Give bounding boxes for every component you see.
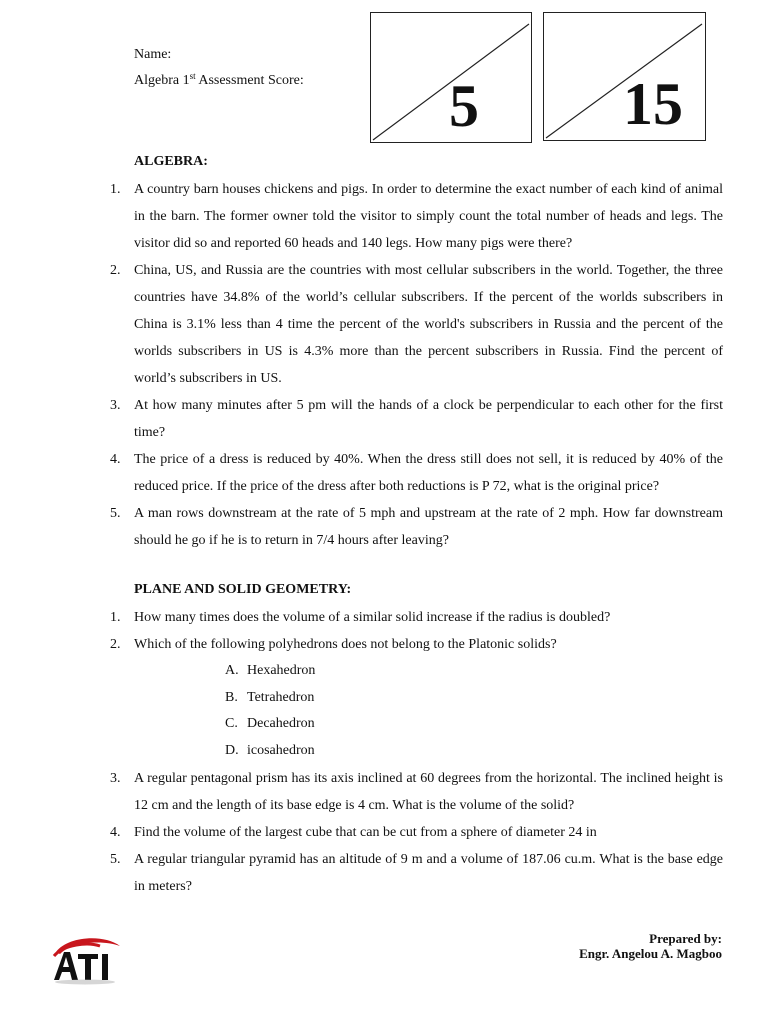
- choice-item: [225, 658, 723, 685]
- question-item: [110, 392, 723, 446]
- choice-text: icosahedron: [247, 743, 315, 759]
- question-text: China, US, and Russia are the countries with most cellular subscribers in the world. Together, the three countries have 34.8% of the world’s cellular subscribers. If the percent of the worlds subscribers in China is 3.1% less than 4 time the percent of the world's subscribers in Russia and the percent of the worlds subscribers in US is 4.3% more than the percent subscribers in Russia. Find the percent of world’s subscribers in US.: [134, 263, 723, 386]
- question-item: [110, 257, 723, 392]
- question-text: How many times does the volume of a similar solid increase if the radius is doubled?: [134, 610, 611, 625]
- question-number: 2.: [110, 637, 121, 652]
- prepared-by-block: [579, 931, 722, 961]
- ati-logo-icon: [48, 932, 122, 986]
- author-name: Engr. Angelou A. Magboo: [579, 946, 722, 961]
- choice-letter: B.: [225, 689, 238, 705]
- name-label: Name:: [134, 47, 172, 62]
- question-text: Find the volume of the largest cube that can be cut from a sphere of diameter 24 in: [134, 824, 597, 840]
- question-number: 1.: [110, 610, 121, 625]
- score-obtained: 5: [449, 73, 479, 139]
- question-item: [110, 176, 723, 257]
- question-text: Which of the following polyhedrons does not belong to the Platonic solids?: [134, 637, 557, 652]
- question-text: A country barn houses chickens and pigs. In order to determine the exact number of each kind of animal in the barn. The former owner told the visitor to simply count the total number of heads and legs. The visitor did so and reported 60 heads and 140 legs. How many pigs were there?: [134, 182, 723, 251]
- question-item: [110, 765, 723, 819]
- choice-letter: A.: [225, 663, 239, 678]
- score-label: Algebra 1st Assessment Score:: [134, 71, 304, 88]
- section-title-geometry: PLANE AND SOLID GEOMETRY:: [134, 582, 352, 597]
- choice-item: [225, 738, 723, 765]
- choice-item: [225, 711, 723, 738]
- choice-item: [225, 685, 723, 712]
- question-item: [110, 446, 723, 500]
- choice-letter: D.: [225, 743, 239, 759]
- algebra-question-list: [110, 176, 723, 554]
- choice-text: Tetrahedron: [247, 689, 315, 705]
- score-box-total: [543, 12, 706, 141]
- question-item: [110, 819, 723, 846]
- question-number: 5.: [110, 506, 121, 521]
- choice-list: [225, 658, 723, 765]
- choice-text: Decahedron: [247, 716, 315, 732]
- score-box-obtained: [370, 12, 532, 143]
- prepared-by-label: Prepared by:: [649, 931, 722, 946]
- question-text: A man rows downstream at the rate of 5 mph and upstream at the rate of 2 mph. How far downstream should he go if he is to return in 7/4 hours after leaving?: [134, 506, 723, 548]
- question-number: 3.: [110, 398, 121, 413]
- question-item: [110, 500, 723, 554]
- question-item: [110, 604, 723, 631]
- question-number: 4.: [110, 452, 121, 467]
- choice-letter: C.: [225, 716, 238, 732]
- question-text: A regular pentagonal prism has its axis inclined at 60 degrees from the horizontal. The inclined height is 12 cm and the length of its base edge is 4 cm. What is the volume of the solid?: [134, 770, 723, 813]
- question-number: 2.: [110, 263, 121, 278]
- question-number: 1.: [110, 182, 121, 197]
- question-item: [110, 846, 723, 900]
- question-number: 3.: [110, 770, 121, 786]
- question-number: 5.: [110, 851, 121, 867]
- section-title-algebra: ALGEBRA:: [134, 154, 208, 169]
- question-number: 4.: [110, 824, 121, 840]
- question-item: [110, 631, 723, 658]
- geometry-question-list: [110, 604, 723, 900]
- question-text: The price of a dress is reduced by 40%. When the dress still does not sell, it is reduced by 40% of the reduced price. If the price of the dress after both reductions is P 72, what is the original price?: [134, 452, 723, 494]
- question-text: A regular triangular pyramid has an altitude of 9 m and a volume of 187.06 cu.m. What is the base edge in meters?: [134, 851, 723, 894]
- score-total: 15: [623, 71, 683, 137]
- question-text: At how many minutes after 5 pm will the hands of a clock be perpendicular to each other for the first time?: [134, 398, 723, 440]
- choice-text: Hexahedron: [247, 663, 316, 678]
